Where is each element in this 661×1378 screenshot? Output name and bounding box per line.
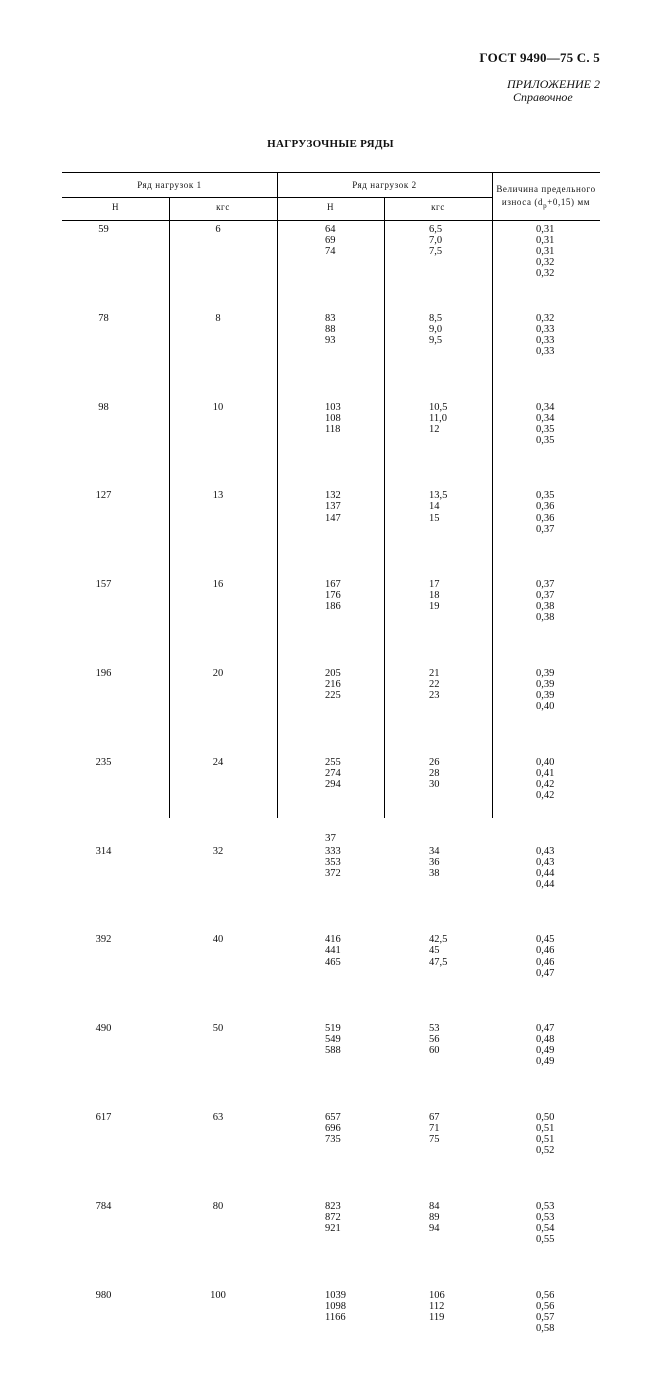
table-block bbox=[384, 1112, 492, 1201]
wear-cell: 0,43 bbox=[536, 856, 555, 868]
table-block bbox=[277, 313, 384, 402]
table-block bbox=[277, 1023, 384, 1112]
series2-n-cell: 137 bbox=[325, 501, 341, 513]
table-block bbox=[62, 846, 169, 935]
series2-n-cell: 1039 bbox=[325, 1289, 346, 1301]
series1-kgf-cell: 8 bbox=[215, 312, 221, 324]
wear-cell: 0,31 bbox=[536, 246, 555, 258]
wear-cell: 0,36 bbox=[536, 501, 555, 513]
series2-kgf-cell: 23 bbox=[429, 690, 440, 702]
series2-kgf-cell: 28 bbox=[429, 767, 440, 779]
load-series-table bbox=[62, 172, 600, 1334]
series1-n-cell: 617 bbox=[95, 1111, 112, 1123]
table-block bbox=[384, 313, 492, 402]
wear-cell: 0,53 bbox=[536, 1200, 555, 1212]
wear-cell: 0,43 bbox=[536, 845, 555, 857]
table-block bbox=[492, 846, 600, 935]
wear-cell: 0,44 bbox=[536, 878, 555, 890]
document-title: НАГРУЗОЧНЫЕ РЯДЫ bbox=[267, 138, 394, 150]
series2-n-cell: 167 bbox=[325, 579, 341, 591]
series1-n-cell: 157 bbox=[95, 579, 112, 591]
wear-cell: 0,45 bbox=[536, 934, 555, 946]
series2-kgf-cell: 112 bbox=[429, 1300, 445, 1312]
series1-kgf-cell: 80 bbox=[212, 1200, 224, 1212]
table-block bbox=[384, 934, 492, 1023]
table-block bbox=[277, 668, 384, 757]
table-block bbox=[277, 490, 384, 579]
table-block bbox=[62, 490, 169, 579]
table-block bbox=[169, 1201, 277, 1290]
series1-n-cell: 196 bbox=[95, 667, 112, 679]
series2-kgf-cell: 14 bbox=[429, 501, 440, 513]
wear-cell: 0,41 bbox=[536, 767, 555, 779]
series1-n-cell: 78 bbox=[98, 312, 109, 324]
series2-kgf-cell: 19 bbox=[429, 601, 440, 613]
series2-n-cell: 83 bbox=[325, 312, 336, 324]
series1-kgf-cell: 16 bbox=[212, 579, 224, 591]
wear-cell: 0,37 bbox=[536, 579, 555, 591]
wear-cell: 0,55 bbox=[536, 1234, 555, 1246]
series2-kgf-cell: 60 bbox=[429, 1045, 440, 1057]
wear-cell: 0,39 bbox=[536, 690, 555, 702]
table-block bbox=[492, 579, 600, 668]
wear-cell: 0,35 bbox=[536, 423, 555, 435]
series1-n-cell: 127 bbox=[95, 490, 112, 502]
wear-cell: 0,40 bbox=[536, 701, 555, 713]
table-block bbox=[384, 224, 492, 313]
series1-n-column bbox=[62, 224, 169, 1378]
wear-cell: 0,47 bbox=[536, 967, 555, 979]
series2-n-cell: 205 bbox=[325, 667, 341, 679]
table-block bbox=[492, 402, 600, 491]
wear-cell: 0,57 bbox=[536, 1311, 555, 1323]
table-block bbox=[277, 1201, 384, 1290]
series1-kgf-cell: 40 bbox=[212, 934, 224, 946]
series2-n-cell: 88 bbox=[325, 323, 336, 335]
series2-n-cell: 118 bbox=[325, 423, 341, 435]
table-block bbox=[62, 402, 169, 491]
table-block bbox=[169, 224, 277, 313]
series1-kgf-cell: 32 bbox=[212, 845, 224, 857]
table-block bbox=[384, 490, 492, 579]
table-block bbox=[277, 1290, 384, 1378]
standard-header: ГОСТ 9490—75 С. 5 bbox=[479, 50, 600, 65]
series2-kgf-cell: 18 bbox=[429, 590, 440, 602]
series2-n-cell: 1166 bbox=[325, 1311, 346, 1323]
wear-cell: 0,33 bbox=[536, 334, 555, 346]
table-block bbox=[169, 846, 277, 935]
series1-n-cell: 490 bbox=[95, 1023, 112, 1035]
series1-kgf-cell: 6 bbox=[215, 224, 221, 235]
table-block bbox=[384, 1290, 492, 1378]
table-block bbox=[277, 1112, 384, 1201]
series2-n-cell: 872 bbox=[325, 1211, 341, 1223]
table-block bbox=[169, 490, 277, 579]
table-block bbox=[492, 1290, 600, 1378]
table-block bbox=[277, 934, 384, 1023]
series2-kgf-cell: 71 bbox=[429, 1123, 440, 1135]
series2-kgf-cell: 75 bbox=[429, 1134, 440, 1146]
wear-cell: 0,54 bbox=[536, 1222, 555, 1234]
series2-kgf-cell: 30 bbox=[429, 778, 440, 790]
wear-header-subscript: р bbox=[543, 201, 548, 210]
wear-cell: 0,36 bbox=[536, 512, 555, 524]
series2-kgf-cell: 13,5 bbox=[429, 490, 448, 502]
wear-header-line1: Величина предельного bbox=[496, 184, 596, 194]
wear-cell: 0,35 bbox=[536, 490, 555, 502]
wear-cell: 0,47 bbox=[536, 1023, 555, 1035]
series2-n-cell: 549 bbox=[325, 1034, 341, 1046]
wear-cell: 0,32 bbox=[536, 268, 555, 280]
series2-kgf-cell: 56 bbox=[429, 1034, 440, 1046]
series2-n-cell: 225 bbox=[325, 690, 341, 702]
series2-n-cell: 465 bbox=[325, 956, 341, 968]
series2-n-cell: 1098 bbox=[325, 1300, 346, 1312]
wear-cell: 0,42 bbox=[536, 778, 555, 790]
table-block bbox=[169, 934, 277, 1023]
table-block bbox=[384, 668, 492, 757]
series2-n-cell: 69 bbox=[325, 235, 336, 247]
wear-cell: 0,37 bbox=[536, 523, 555, 535]
series2-n-cell: 255 bbox=[325, 756, 341, 768]
table-block bbox=[492, 1023, 600, 1112]
wear-cell: 0,37 bbox=[536, 590, 555, 602]
wear-cell: 0,51 bbox=[536, 1134, 555, 1146]
series2-n-cell: 108 bbox=[325, 412, 341, 424]
series2-kgf-cell: 22 bbox=[429, 679, 440, 691]
page-number: 37 bbox=[325, 832, 336, 844]
table-block bbox=[169, 579, 277, 668]
series1-kgf-cell: 24 bbox=[212, 756, 224, 768]
wear-cell: 0,34 bbox=[536, 412, 555, 424]
series2-n-cell: 657 bbox=[325, 1111, 341, 1123]
series2-kgf-cell: 53 bbox=[429, 1023, 440, 1035]
group1-unit-kgf: кгс bbox=[216, 202, 230, 212]
series2-kgf-cell: 9,0 bbox=[429, 323, 443, 335]
table-block bbox=[62, 1290, 169, 1378]
series2-n-cell: 294 bbox=[325, 778, 341, 790]
wear-cell: 0,53 bbox=[536, 1211, 555, 1223]
series2-kgf-cell: 36 bbox=[429, 856, 440, 868]
wear-cell: 0,51 bbox=[536, 1123, 555, 1135]
wear-cell: 0,38 bbox=[536, 601, 555, 613]
table-block bbox=[169, 313, 277, 402]
series2-kgf-cell: 10,5 bbox=[429, 401, 448, 413]
series2-n-cell: 64 bbox=[325, 224, 336, 235]
series2-kgf-cell: 15 bbox=[429, 512, 440, 524]
group2-unit-n: Н bbox=[326, 202, 335, 212]
table-block bbox=[384, 402, 492, 491]
series2-kgf-cell: 47,5 bbox=[429, 956, 448, 968]
table-block bbox=[277, 402, 384, 491]
wear-cell: 0,52 bbox=[536, 1145, 555, 1157]
series2-n-cell: 176 bbox=[325, 590, 341, 602]
series2-kgf-cell: 7,5 bbox=[429, 246, 443, 258]
wear-header bbox=[492, 183, 600, 213]
table-block bbox=[169, 668, 277, 757]
wear-cell: 0,34 bbox=[536, 401, 555, 413]
series2-n-cell: 93 bbox=[325, 334, 336, 346]
series2-kgf-cell: 106 bbox=[429, 1289, 445, 1301]
series1-kgf-cell: 13 bbox=[212, 490, 224, 502]
wear-cell: 0,58 bbox=[536, 1322, 555, 1334]
series1-kgf-cell: 50 bbox=[212, 1023, 224, 1035]
wear-cell: 0,49 bbox=[536, 1056, 555, 1068]
table-block bbox=[384, 1023, 492, 1112]
table-block bbox=[492, 668, 600, 757]
series2-n-cell: 103 bbox=[325, 401, 341, 413]
appendix-note: Справочное bbox=[513, 90, 573, 104]
series2-kgf-cell: 26 bbox=[429, 756, 440, 768]
series1-kgf-cell: 100 bbox=[210, 1289, 226, 1301]
group1-header: Ряд нагрузок 1 bbox=[137, 180, 202, 190]
series1-kgf-cell: 63 bbox=[212, 1111, 224, 1123]
series2-kgf-cell: 38 bbox=[429, 867, 440, 879]
wear-header-line2: износа (d bbox=[501, 197, 544, 207]
series1-kgf-cell: 10 bbox=[212, 401, 224, 413]
series2-kgf-cell: 8,5 bbox=[429, 312, 443, 324]
table-top-rule bbox=[62, 172, 600, 173]
table-block bbox=[62, 1201, 169, 1290]
series2-n-cell: 696 bbox=[325, 1123, 341, 1135]
wear-cell: 0,46 bbox=[536, 945, 555, 957]
wear-cell: 0,44 bbox=[536, 867, 555, 879]
wear-cell: 0,31 bbox=[536, 224, 555, 235]
series1-n-cell: 98 bbox=[98, 401, 109, 413]
series2-n-cell: 441 bbox=[325, 945, 341, 957]
series2-n-cell: 519 bbox=[325, 1023, 341, 1035]
series2-n-cell: 353 bbox=[325, 856, 341, 868]
table-block bbox=[62, 668, 169, 757]
series2-kgf-cell: 94 bbox=[429, 1222, 440, 1234]
series2-n-cell: 186 bbox=[325, 601, 341, 613]
wear-cell: 0,33 bbox=[536, 346, 555, 358]
table-block bbox=[277, 579, 384, 668]
table-block bbox=[169, 1112, 277, 1201]
wear-column bbox=[492, 224, 600, 1378]
wear-cell: 0,40 bbox=[536, 756, 555, 768]
series1-n-cell: 392 bbox=[95, 934, 112, 946]
series2-kgf-cell: 11,0 bbox=[429, 412, 447, 424]
group1-unit-n: Н bbox=[111, 202, 120, 212]
table-block bbox=[384, 1201, 492, 1290]
series2-kgf-cell: 89 bbox=[429, 1211, 440, 1223]
series2-n-column bbox=[277, 224, 384, 1378]
table-block bbox=[62, 1023, 169, 1112]
wear-cell: 0,31 bbox=[536, 235, 555, 247]
series2-n-cell: 216 bbox=[325, 679, 341, 691]
series2-n-cell: 147 bbox=[325, 512, 341, 524]
series1-n-cell: 980 bbox=[95, 1289, 112, 1301]
table-block bbox=[277, 224, 384, 313]
series2-n-cell: 74 bbox=[325, 246, 336, 258]
appendix-title: ПРИЛОЖЕНИЕ 2 bbox=[507, 77, 600, 91]
series2-kgf-cell: 45 bbox=[429, 945, 440, 957]
series2-kgf-cell: 9,5 bbox=[429, 334, 443, 346]
wear-cell: 0,42 bbox=[536, 790, 555, 802]
group2-header: Ряд нагрузок 2 bbox=[352, 180, 417, 190]
table-block bbox=[277, 846, 384, 935]
wear-cell: 0,50 bbox=[536, 1111, 555, 1123]
table-block bbox=[492, 490, 600, 579]
wear-cell: 0,35 bbox=[536, 434, 555, 446]
table-block bbox=[492, 313, 600, 402]
appendix-label bbox=[470, 78, 600, 104]
series1-kgf-column bbox=[169, 224, 277, 1378]
series2-kgf-cell: 67 bbox=[429, 1111, 440, 1123]
series1-kgf-cell: 20 bbox=[212, 667, 224, 679]
series2-n-cell: 823 bbox=[325, 1200, 341, 1212]
table-block bbox=[169, 402, 277, 491]
series2-kgf-cell: 12 bbox=[429, 423, 440, 435]
series2-kgf-cell: 34 bbox=[429, 845, 440, 857]
table-block bbox=[492, 1112, 600, 1201]
table-block bbox=[384, 579, 492, 668]
series2-kgf-cell: 7,0 bbox=[429, 235, 443, 247]
table-block bbox=[62, 224, 169, 313]
group2-unit-kgf: кгс bbox=[431, 202, 445, 212]
series2-kgf-column bbox=[384, 224, 492, 1378]
series2-n-cell: 333 bbox=[325, 845, 341, 857]
table-block bbox=[169, 1290, 277, 1378]
wear-cell: 0,49 bbox=[536, 1045, 555, 1057]
table-block bbox=[62, 1112, 169, 1201]
series2-n-cell: 921 bbox=[325, 1222, 341, 1234]
series2-n-cell: 735 bbox=[325, 1134, 341, 1146]
table-block bbox=[62, 313, 169, 402]
wear-cell: 0,56 bbox=[536, 1300, 555, 1312]
series2-n-cell: 588 bbox=[325, 1045, 341, 1057]
table-block bbox=[384, 846, 492, 935]
series2-n-cell: 132 bbox=[325, 490, 341, 502]
table-block bbox=[169, 1023, 277, 1112]
wear-cell: 0,33 bbox=[536, 323, 555, 335]
wear-cell: 0,39 bbox=[536, 667, 555, 679]
series1-n-cell: 235 bbox=[95, 756, 112, 768]
series2-kgf-cell: 84 bbox=[429, 1200, 440, 1212]
series2-kgf-cell: 17 bbox=[429, 579, 440, 591]
series2-kgf-cell: 119 bbox=[429, 1311, 445, 1323]
wear-cell: 0,32 bbox=[536, 257, 555, 269]
wear-header-line2-end: +0,15) мм bbox=[547, 197, 591, 207]
wear-cell: 0,46 bbox=[536, 956, 555, 968]
series2-kgf-cell: 42,5 bbox=[429, 934, 448, 946]
table-block bbox=[492, 224, 600, 313]
header-bottom-rule bbox=[62, 220, 600, 221]
series1-n-cell: 314 bbox=[95, 845, 112, 857]
wear-cell: 0,56 bbox=[536, 1289, 555, 1301]
series2-n-cell: 274 bbox=[325, 767, 341, 779]
table-block bbox=[62, 579, 169, 668]
wear-cell: 0,39 bbox=[536, 679, 555, 691]
table-block bbox=[492, 934, 600, 1023]
series2-n-cell: 372 bbox=[325, 867, 341, 879]
series1-n-cell: 59 bbox=[98, 224, 109, 235]
wear-cell: 0,32 bbox=[536, 312, 555, 324]
table-block bbox=[62, 934, 169, 1023]
series2-n-cell: 416 bbox=[325, 934, 341, 946]
series2-kgf-cell: 21 bbox=[429, 667, 440, 679]
wear-cell: 0,48 bbox=[536, 1034, 555, 1046]
table-block bbox=[492, 1201, 600, 1290]
series1-n-cell: 784 bbox=[95, 1200, 112, 1212]
series2-kgf-cell: 6,5 bbox=[429, 224, 443, 235]
wear-cell: 0,38 bbox=[536, 612, 555, 624]
